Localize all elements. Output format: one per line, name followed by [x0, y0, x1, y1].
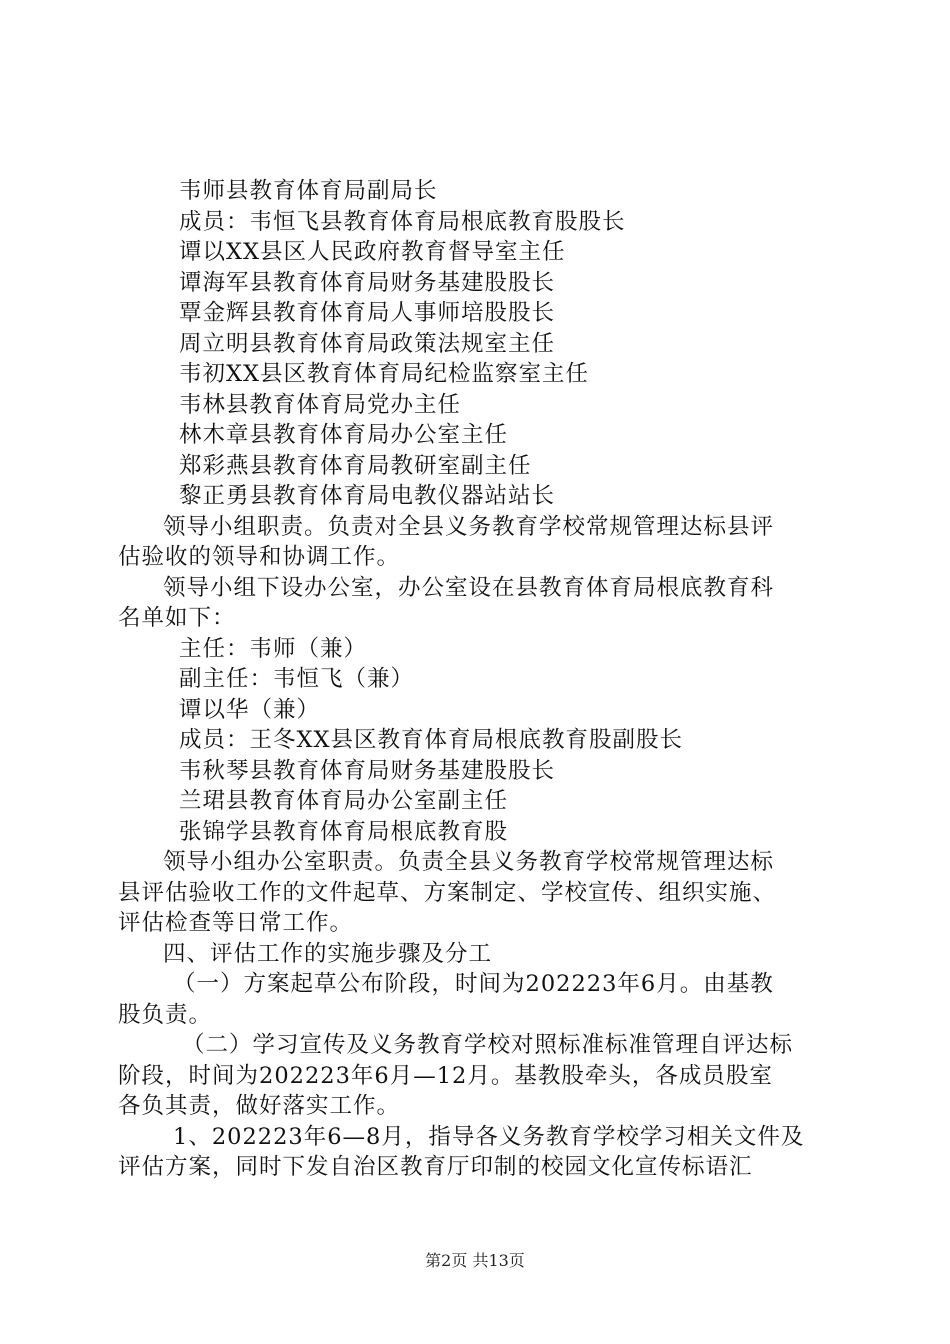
- text-line: 谭以XX县区人民政府教育督导室主任: [179, 239, 566, 265]
- paragraph-line: （二）学习宣传及义务教育学校对照标准标准管理自评达标: [182, 1032, 794, 1058]
- page-number-footer: 第2页 共13页: [425, 1251, 525, 1270]
- paragraph-line: 县评估验收工作的文件起草、方案制定、学校宣传、组织实施、: [118, 879, 777, 906]
- paragraph-line: 阶段，时间为202223年6月—12月。基教股牵头，各成员股室: [118, 1062, 773, 1089]
- text-line: 成员：王冬XX县区教育体育局根底教育股副股长: [179, 727, 684, 753]
- text-line: 副主任：韦恒飞（兼）: [179, 666, 415, 692]
- paragraph-line: 领导小组下设办公室，办公室设在县教育体育局根底教育科: [163, 574, 775, 601]
- paragraph-line: 领导小组职责。负责对全县义务教育学校常规管理达标县评: [163, 513, 775, 540]
- paragraph-line: 名单如下：: [118, 605, 236, 631]
- text-line: 韦师县教育体育局副局长: [179, 178, 438, 204]
- text-line: 张锦学县教育体育局根底教育股: [179, 818, 509, 845]
- text-line: 谭以华（兼）: [179, 696, 321, 723]
- paragraph-line: 评估方案，同时下发自治区教育厅印制的校园文化宣传标语汇: [118, 1154, 753, 1180]
- text-line: 周立明县教育体育局政策法规室主任: [179, 330, 556, 357]
- paragraph-line: 1、202223年6—8月，指导各义务教育学校学习相关文件及: [173, 1123, 805, 1150]
- text-line: 黎正勇县教育体育局电教仪器站站长: [179, 483, 556, 509]
- text-line: 韦初XX县区教育体育局纪检监察室主任: [179, 361, 590, 387]
- paragraph-line: 股负责。: [118, 1001, 213, 1028]
- paragraph-line: 估验收的领导和协调工作。: [118, 544, 401, 570]
- text-line: 兰珺县教育体育局办公室副主任: [179, 788, 509, 814]
- text-line: 主任：韦师（兼）: [179, 635, 368, 662]
- paragraph-line: 领导小组办公室职责。负责全县义务教育学校常规管理达标: [163, 849, 775, 875]
- text-line: 郑彩燕县教育体育局教研室副主任: [179, 452, 532, 479]
- text-line: 谭海军县教育体育局财务基建股股长: [179, 269, 556, 296]
- document-body: [118, 176, 838, 1183]
- text-line: 林木章县教育体育局办公室主任: [179, 422, 509, 448]
- text-line: 成员：韦恒飞县教育体育局根底教育股股长: [179, 208, 626, 235]
- paragraph-line: 各负其责，做好落实工作。: [118, 1093, 401, 1119]
- text-line: 覃金辉县教育体育局人事师培股股长: [179, 300, 556, 326]
- text-line: 韦林县教育体育局党办主任: [179, 391, 462, 418]
- text-line: 韦秋琴县教育体育局财务基建股股长: [179, 757, 556, 784]
- section-heading: 四、评估工作的实施步骤及分工: [163, 940, 493, 967]
- paragraph-line: 评估检查等日常工作。: [118, 910, 354, 936]
- paragraph-line: （一）方案起草公布阶段，时间为202223年6月。由基教: [173, 971, 774, 997]
